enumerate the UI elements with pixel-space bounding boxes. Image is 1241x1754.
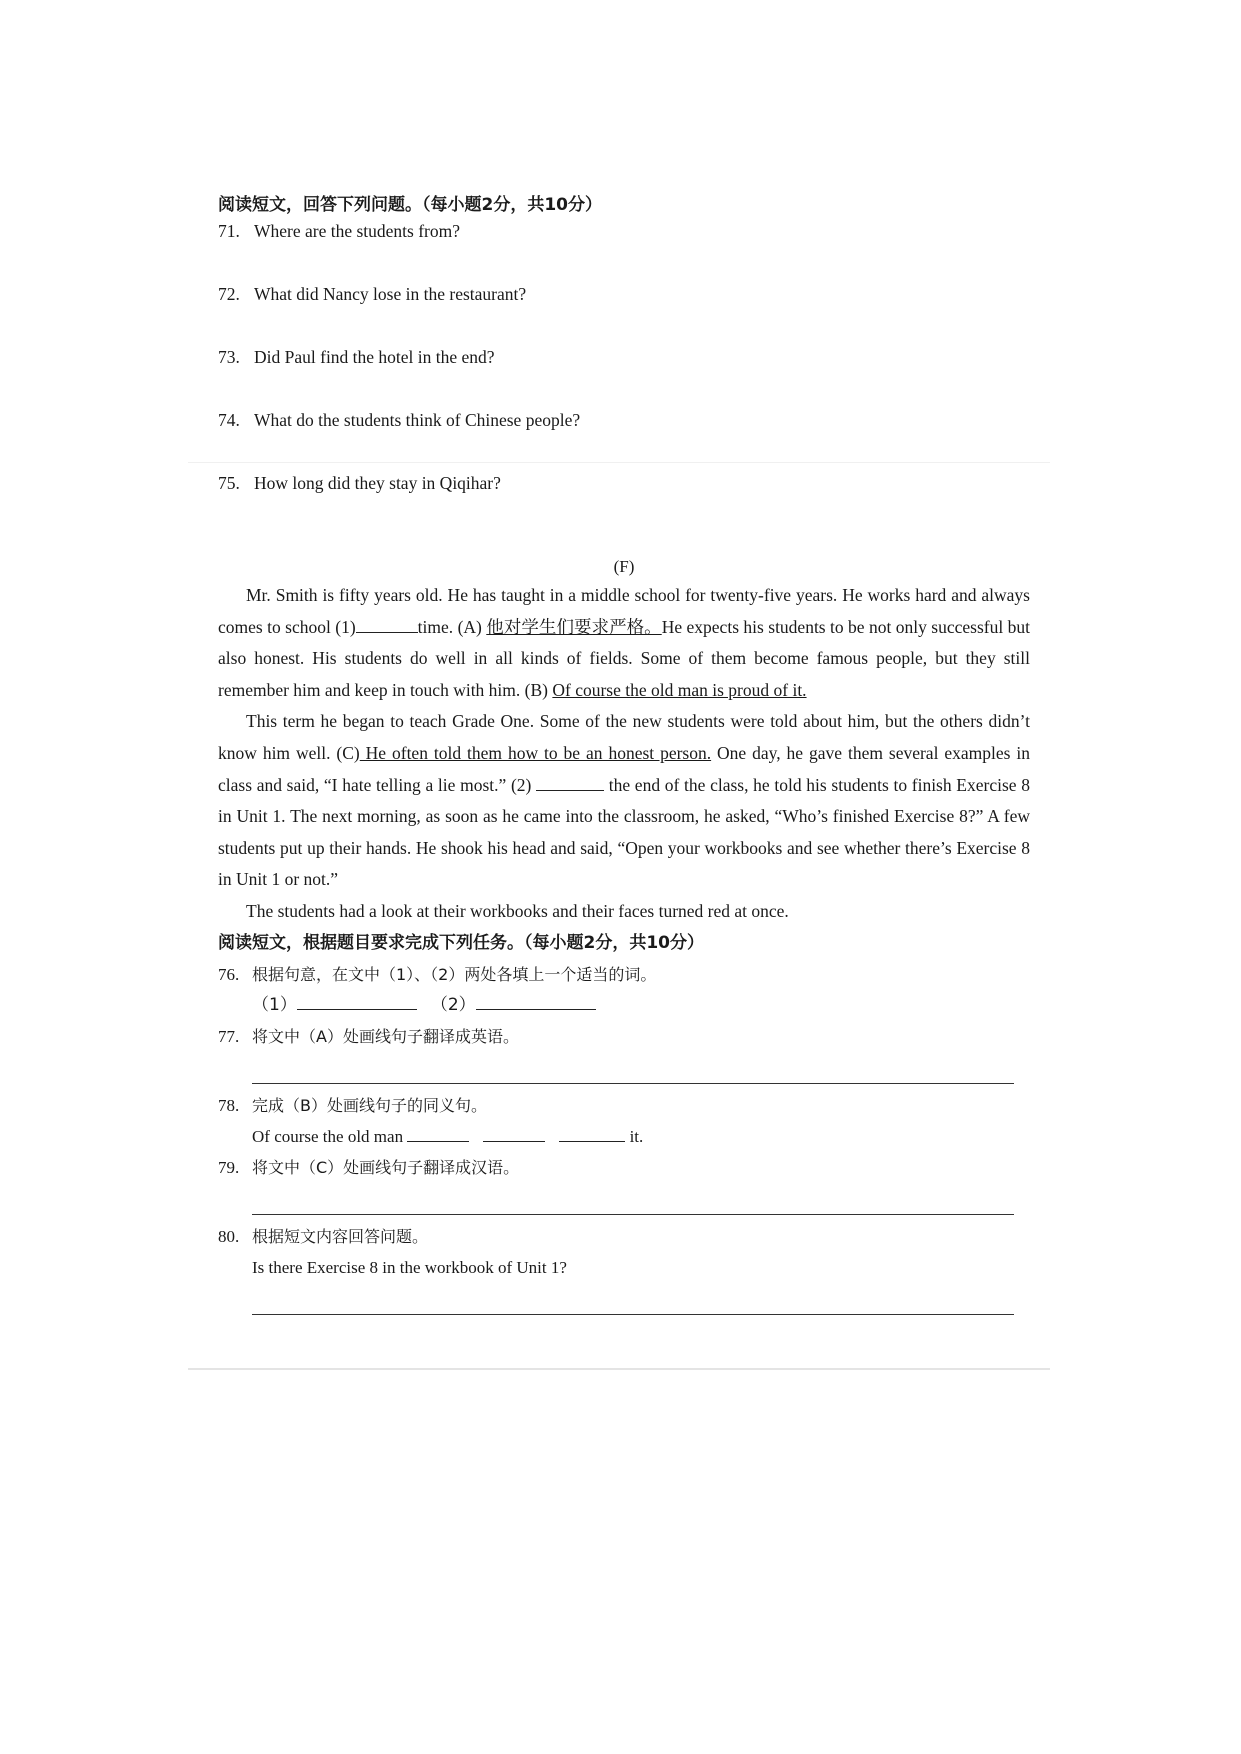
answer-blank-78a[interactable] bbox=[407, 1123, 469, 1142]
passage-paragraph-2: This term he began to teach Grade One. Some of the new students were told about him, but the others didn’t know him well. (C) He often told them how to be an honest person. One day, he gave them several examples in class and said, “I hate telling a lie most.” (2) the end of the class, he told his students to finish Exercise 8 in Unit 1. The next morning, as soon as he came into the classroom, he asked, “Who’s finished Exercise 8?” A few students put up their hands. He shook his head and said, “Open your workbooks and see whether there’s Exercise 8 in Unit 1 or not.” bbox=[218, 711, 1030, 890]
question-74: 74. What do the students think of Chinese people? bbox=[218, 410, 581, 430]
answer-blank-78c[interactable] bbox=[559, 1123, 625, 1142]
answer-blank-2[interactable] bbox=[476, 991, 596, 1010]
blank-1 bbox=[356, 614, 418, 633]
passage-paragraph-3: The students had a look at their workbooks and their faces turned red at once. bbox=[246, 900, 789, 921]
content bbox=[218, 192, 1030, 1315]
part-f-instruction: 阅读短文，根据题目要求完成下列任务。（每小题2分，共10分） bbox=[218, 932, 704, 953]
task-78-sentence: Of course the old man it. bbox=[218, 1121, 1030, 1152]
question-73: 73. Did Paul find the hotel in the end? bbox=[218, 347, 495, 367]
answer-line-77[interactable] bbox=[252, 1052, 1014, 1084]
blank-2 bbox=[536, 772, 604, 791]
underlined-sentence-a: 他对学生们要求严格。 bbox=[486, 616, 662, 637]
task-76: 76. 根据句意，在文中（1）、（2）两处各填上一个适当的词。 bbox=[218, 964, 657, 984]
answer-line-80[interactable] bbox=[252, 1283, 1014, 1315]
section-f-heading: (F) bbox=[613, 557, 635, 576]
answer-line-79[interactable] bbox=[252, 1183, 1014, 1215]
page-divider bbox=[188, 1368, 1050, 1370]
answer-blank-78b[interactable] bbox=[483, 1123, 545, 1142]
task-78: 78. 完成（B）处画线句子的同义句。 bbox=[218, 1095, 487, 1115]
task-76-blanks: （1） （2） bbox=[218, 990, 1030, 1021]
answer-blank-1[interactable] bbox=[297, 991, 417, 1010]
task-79: 79. 将文中（C）处画线句子翻译成汉语。 bbox=[218, 1157, 520, 1177]
task-80-question: Is there Exercise 8 in the workbook of Unit 1? bbox=[252, 1257, 567, 1277]
underlined-sentence-b: Of course the old man is proud of it. bbox=[552, 679, 807, 700]
question-72: 72. What did Nancy lose in the restaurant? bbox=[218, 284, 527, 304]
underlined-sentence-c: He often told them how to be an honest person. bbox=[359, 742, 712, 763]
passage-paragraph-1: Mr. Smith is fifty years old. He has taught in a middle school for twenty-five years. He works hard and always comes to school (1) time. (A) 他对学生们要求严格。He expects his students to be not only successful but also honest. His students do well in all kinds of fields. Some of them become famous people, but they still remember him and keep in touch with him. (B) Of course the old man is proud of it. bbox=[218, 585, 1030, 700]
task-77: 77. 将文中（A）处画线句子翻译成英语。 bbox=[218, 1026, 519, 1046]
question-71: 71. Where are the students from? bbox=[218, 221, 461, 241]
task-80: 80. 根据短文内容回答问题。 bbox=[218, 1226, 429, 1246]
question-75: 75. How long did they stay in Qiqihar? bbox=[218, 473, 501, 493]
part-e-instruction: 阅读短文，回答下列问题。（每小题2分，共10分） bbox=[218, 195, 602, 215]
